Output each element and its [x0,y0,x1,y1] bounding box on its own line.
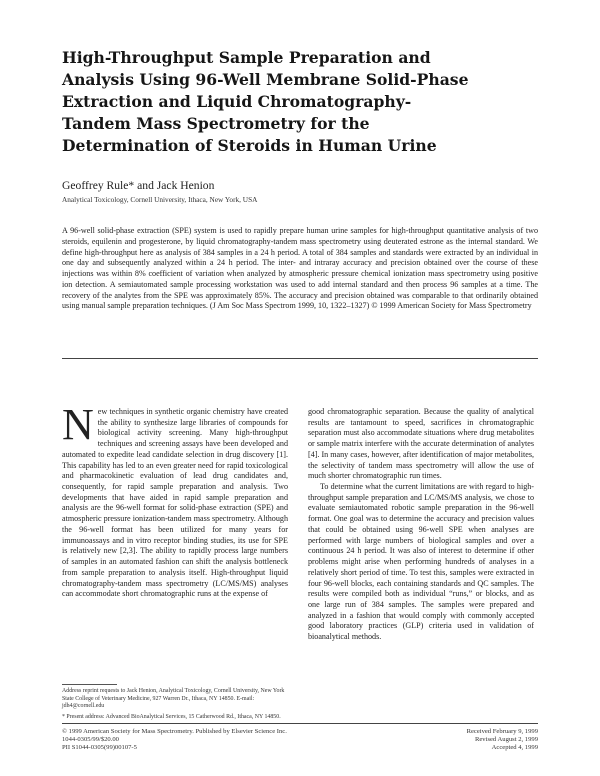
copyright-block [62,728,287,752]
paragraph: To determine what the current limitations are with regard to high-throughput sample preparation and LC/MS/MS analysis, we chose to evaluate semiautomated robotic sample preparation in the 96-well format. One goal was to determine the accuracy and precision values that could be obtained using 96-well SPE when analyses are performed with large numbers of biological samples and over a continuous 24 h period. It was also of interest to determine if other problems might arise when performing hundreds of analyses in a relatively short period of time. To test this, samples were extracted in four 96-well blocks, each containing standards and QC samples. The results were compiled both as individual “runs,” or blocks, and as one large run of 384 samples. The samples were prepared and analyzed in a fashion that would comply with commonly accepted good laboratory practices (GLP) criteria used in validation of bioanalytical methods. [308,482,534,642]
title-line: Extraction and Liquid Chromatography- [62,92,412,111]
title-line: Tandem Mass Spectrometry for the [62,114,370,133]
dates-block [467,728,538,752]
footnote: * Present address: Advanced BioAnalytical Services, 15 Catherwood Rd., Ithaca, NY 14850. [62,713,281,720]
issn-line: 1044-0305/99/$20.00 [62,736,119,744]
affiliation: Analytical Toxicology, Cornell University, Ithaca, New York, USA [62,195,258,204]
intro-text: ew techniques in synthetic organic chemistry have created the ability to synthesize large libraries of compounds for biological activity screening. Many high-throughput techniques and screening assays have been developed and automated to expedite lead candidate selection in drug discovery [1]. This capability has led to an even greater need for rapid toxicological and pharmacokinetic evaluation of lead drug candidates and, consequently, for rapid sample preparation and analysis. Two developments that have aided in rapid sample preparation and analysis are the 96-well format for solid-phase extraction (SPE) and atmospheric pressure ionization-tandem mass spectrometry. Although the 96-well format has been utilized for many years for immunoassays and in vitro receptor binding studies, its use for SPE is relatively new [2,3]. The ability to rapidly process large numbers of samples in an automated fashion can shift the analysis bottleneck from sample preparation to analysis itself. High-throughput liquid chromatography-tandem mass spectrometry (LC/MS/MS) analyses can accommodate short chromatographic runs at the expense of [62,407,288,599]
abstract: A 96-well solid-phase extraction (SPE) system is used to rapidly prepare human urine samples for high-throughput quantitative analysis of two steroids, equilenin and progesterone, by liquid chromatography-tandem mass spectrometry using deuterated estrone as the internal standard. We define high-throughput here as analysis of 384 samples in a 24 h period. A total of 384 samples and standards were extracted by an individual in one day and subsequently analyzed within a 24 h period. The inter- and intraray accuracy and precision obtained over the course of these injections was within 8% coefficient of variation when analyzed by atmospheric pressure chemical ionization mass spectrometry using positive ion detection. A semiautomated sample processing workstation was used to add internal standard and then process 96 samples at a time. The recovery of the analytes from the SPE was approximately 85%. The accuracy and precision obtained was comparable to that ordinarily obtained using manual sample preparation techniques. (J Am Soc Mass Spectrom 1999, 10, 1322–1327) © 1999 American Society for Mass Spectrometry [62,226,538,311]
title-line: High-Throughput Sample Preparation and [62,48,431,67]
accepted-date: Accepted 4, 1999 [491,744,538,752]
body-column-right [308,407,534,643]
footer-divider [62,723,538,724]
body-column-left [62,400,288,600]
pii-line: PII S1044-0305(99)00107-5 [62,744,137,752]
footnotes [62,688,292,724]
copyright-line: © 1999 American Society for Mass Spectrometry. Published by Elsevier Science Inc. [62,728,287,735]
footnote: Address reprint requests to Jack Henion, Analytical Toxicology, Cornell University, New York State College of Veterinary Medicine, 927 Warren Dr., Ithaca, NY 14850. E-mail: jdh4@cornell.edu [62,688,285,709]
paragraph: good chromatographic separation. Because the quality of analytical results are tantamount to speed, sacrifices in chromatographic separation must also accommodate situations where drug metabolites or sample matrix interfere with the accurate determination of analytes [4]. In many cases, however, after identification of major metabolites, the selectivity of tandem mass spectrometry will allow the use of much shorter chromatographic run times. [308,407,534,481]
title-line: Determination of Steroids in Human Urine [62,136,437,155]
intro-paragraph [62,400,288,600]
title-line: Analysis Using 96-Well Membrane Solid-Phase [62,70,469,89]
authors: Geoffrey Rule* and Jack Henion [62,179,215,192]
footnote-divider [62,684,117,685]
drop-cap: N [62,400,94,449]
article-title [62,47,502,157]
received-date: Received February 9, 1999 [466,728,538,735]
revised-date: Revised August 2, 1999 [474,736,538,744]
section-divider [62,358,538,359]
